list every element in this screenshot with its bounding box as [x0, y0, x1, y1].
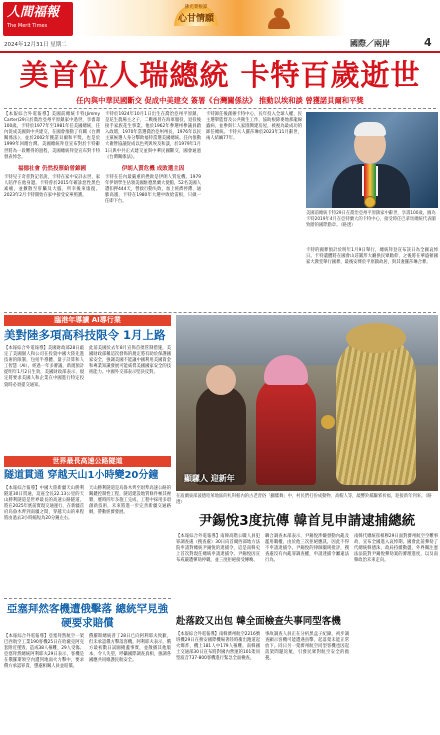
lead-subheading: 伊朗人質危機 成敗選主因	[121, 165, 185, 172]
tunnel-text: 【本報綜合報導】中國大陸新疆天山勝利隧道30日貫通，這座全長22.13公里的天山勝利隧道是世界最長的高速公路隧道，將在2025年底前實現交通運行，在新疆首府烏魯木齊到南疆之間，穿越天山的車程將由過去3小時縮短為20分鐘左右。	[4, 486, 84, 522]
section-label: 國際／兩岸	[350, 39, 390, 48]
azerbaijan-headline: 亞塞拜然客機遭俄擊落 總統罕見強硬要求賠償	[6, 603, 169, 629]
lead-text: 卡特在任內最嚴重的挫敗是伊朗人質危機，1979年伊朗學生佔領美國駐德黑蘭大使館，52名美國人遭扣押444天，營救行動失敗，加上經濟停滯、通膨高漲，卡特在1980年大選中敗給雷根，只做一任即下台。	[105, 174, 201, 205]
jeju-text: 【本報綜合外電報導】南韓濟州航空2216號班機29日在務安國際機場著陸時衝出跑道起火爆炸，機上181人中179人罹難。南韓國土交通部30日宣布將對國內營運的101架同型波音737-800客機進行緊急全面檢查。	[176, 632, 260, 662]
festival-photo-label: 顯騾人 迎新年	[184, 474, 235, 483]
lead-text: 【本報綜合外電報導】美國前總統卡特(Jimmy Carter)29日於喬治亞州平原鎮家中過世，享耆壽100歲。卡特於1977年至1981年任美國總統，任內促成美國與中共建交，在國會推動了有關《台灣關係法》，並於2002年獲諾貝爾和平獎，也是於1999年回贈台灣。美國總統拜登宣布對於卡特辭世將為一段難得的過程，美國總統拜登宣布對卡特發表悼念。	[4, 112, 100, 160]
lead-headline: 美首位人瑞總統 卡特百歲逝世	[19, 58, 421, 92]
tunnel-column-1	[4, 486, 84, 523]
azerbaijan-text: 【本報綜合外電報導】亞塞拜然航空一架巴西航空工業190客機25日在哈薩克阿克套附近墜毀，造成38人罹難、29人受傷。亞塞拜然總統阿利耶夫29日表示，客機是在俄羅斯領空內遭到地面火力擊中，要求俄方承認罪責、懲處相關人員並賠償。	[4, 634, 84, 670]
jeju-column-2	[265, 632, 349, 662]
lead-column-3	[206, 112, 302, 142]
logo-block	[3, 2, 73, 36]
azerbaijan-text: 俄羅斯總統普丁28日已向阿利耶夫致歉，但未承認俄方擊落客機。阿利耶夫表示，俄方最初數日試圖掩蓋事實，並散播其他版本，令人失望，呼籲國際調查真相，強調各國應共同維護民航安全。	[89, 634, 171, 664]
lead-text: 卡特兒子奇普對記者說，卡特在家中安詳去世，家人陪伴在他身邊。卡特曾於2015年確診惡性黑色素瘤，並擴散至肝臟及大腦，所幸後來康復。2023年2月卡特開始在家中接受安寧照護。	[4, 174, 100, 199]
meditating-figure-body	[268, 17, 290, 29]
festival-figure-head	[206, 365, 236, 395]
yoon-text: 南韓代總統崔相穆29日面對濟州航空空難事故，宣布全國進入哀悼期。國會此前彈劾了代總統韓德洙，政局持續動盪，外界關注憲法法院對尹錫悅彈劾案的審理進度，以及南韓政治未來走向。	[354, 534, 438, 564]
yoon-text: 聯合調查本部表示，尹錫悅涉嫌發動內亂及濫用職權，由於他三次拒絕應訊，因此不得不申請逮捕令。尹錫悅的律師團則批評，搜查處沒有內亂罪調查權，申請逮捕令屬違法行為。	[265, 534, 349, 564]
page-number: 4	[424, 36, 432, 49]
tariff-tag: 臨港年導讀 AI導行業	[4, 315, 171, 326]
azerbaijan-column-1	[4, 634, 84, 671]
tariff-column-2	[89, 346, 171, 376]
tunnel-tag: 世界最長高速公路隧道	[4, 456, 171, 467]
divider	[4, 312, 436, 313]
medal-icon	[364, 196, 376, 208]
yoon-headline: 尹錫悅3度抗傳 韓首見申請逮捕總統	[198, 513, 416, 529]
logo: 人間福報	[7, 5, 60, 20]
logo-english: The Merit Times	[7, 23, 48, 29]
jeju-text: 事故調查人員正在分析黑盒子紀錄，初步調查顯示客機可能遭遇鳥擊，起落架未能正常放下。同日另一架濟州航空同型客機也因起落架問題返航，引發民眾對航空安全的擔憂。	[265, 632, 349, 662]
straw-costume	[336, 335, 416, 485]
tariff-text: 此前美國於去年8月宣佈首批管制措施，美國財政部稱這次發佈的規定將有助於保護國家安全，強調美國不能讓中國利用美國資金和專業知識發展可能威脅美國國家安全的技術能力。中國外交部表示堅決反對。	[89, 346, 171, 376]
motto-top: 佛光菜根譚	[184, 5, 208, 10]
lead-subhead: 任內與中華民國斷交 促成中美建交 簽署《台灣關係法》 推動以埃和談 曾獲諾貝爾和平獎	[76, 96, 364, 105]
festival-figure	[196, 385, 246, 485]
yoon-column-3	[354, 534, 438, 564]
tariff-text: 【本報綜合外電報導】美國財政部28日敲定了美國個人和公司在投資中國大陸先進技術的限制，包括半導體、量子計算和人工智慧（AI）。經過一年多審議，新規預計從明年1月2日生效，美國財政部表示，規定將要求美國人和企業在中國進行特定投資時必須提交通知。	[4, 346, 84, 388]
festival-photo	[176, 315, 438, 491]
tariff-column-1	[4, 346, 84, 389]
red-costume	[256, 375, 316, 485]
lead-text: 卡特的國葬預計於明年1月9日舉行，總統拜登宣布該日為全國哀悼日。卡特遺體將在國會山莊圓形大廳供民眾瞻仰，之後將在華盛頓國家大教堂舉行國葬，最後安葬於平原鎮故居，與其妻羅莎琳合葬。	[306, 248, 438, 266]
portrait-hair	[354, 122, 386, 136]
divider	[4, 598, 171, 599]
yoon-text: 【本報綜合外電報導】南韓高階公職人員犯罪調查處（搜查處）30日向首爾西部地方法院申請對總統尹錫悅的逮捕令，這是南韓史上首次對現任總統申請逮捕令。尹錫悅因宣布戒嚴遭彈劾停職，並三度拒絕接受傳喚。	[176, 534, 260, 564]
lead-column-1	[4, 112, 100, 199]
issue-date: 2024年12月31日 星期二	[4, 42, 67, 48]
straw-hat	[346, 323, 406, 353]
carter-photo-caption: 美國前總統卡特29日在喬治亞州平原鎮家中辭世，享壽100歲。圖為卡特2019年4月在亞特蘭大的卡特中心，接受時任巴拿馬總統代表團致贈的國際勳章。（路透）	[306, 211, 436, 228]
motto-banner	[78, 0, 346, 36]
tariff-headline: 美對陸多項高科技限令 1月上路	[4, 328, 166, 342]
lead-text: 卡特卸任後創辦卡特中心，長年投入全球人權、民主選舉監督及公共衛生工作，協助根除麥地那龍線蟲病，並參與仁人家園興建房屋，被視為最成功的卸任總統。卡特夫人羅莎琳於2023年11月辭世，兩人結縭77年。	[206, 112, 302, 142]
carter-photo	[306, 112, 438, 208]
masthead-rule	[0, 51, 440, 53]
lead-subheading: 福德社會 仍然投票給曾錦國	[18, 165, 86, 172]
jeju-column-1	[176, 632, 260, 662]
yoon-column-2	[265, 534, 349, 564]
tunnel-text: 天山勝利隧道是烏魯木齊至尉犁高速公路的關鍵控制性工程，隧道建設地質條件極其複雜，歷時四年多施工完成，工程中採用多項創新技術，未來將進一步完善新疆交通路網，帶動經濟發展。	[89, 486, 171, 516]
tunnel-headline: 隧道貫通 穿越天山1小時變20分鐘	[4, 470, 159, 481]
lead-column-4	[306, 248, 438, 266]
divider	[4, 108, 436, 109]
yoon-column-1	[176, 534, 260, 564]
tunnel-column-2	[89, 486, 171, 516]
motto: 心甘情願	[177, 14, 214, 24]
festival-photo-caption: 在波蘭東部波德哈萊地區的札科帕內的古老習俗「顱騾舞」中，村民們打扮成動物、高帽人等，敲響鈴鐺驅邪祈福，迎接新年到來。（路透）	[176, 494, 432, 505]
lead-text: 卡特於1924年10月1日出生在喬治亞州平原鎮，是花生農場主之子，二戰後曾在海軍服役，退役後接手家族花生事業。他於1962年參選州參議員踏入政壇，1970年當選喬治亞州州長，1976年以民主黨候選人身分擊敗福特當選美國總統。任內推動大衛營協議促成以色列與埃及和談，於1979年1月1日與中共正式建交並與中華民國斷交，國會通過《台灣關係法》。	[105, 112, 201, 160]
medal-ribbon	[364, 164, 376, 200]
bell-icon	[321, 415, 335, 429]
lead-column-2	[105, 112, 201, 205]
azerbaijan-column-2	[89, 634, 171, 664]
masthead	[0, 0, 440, 58]
jeju-headline: 赴落跤又出包 韓全面檢查失事同型客機	[176, 616, 341, 627]
